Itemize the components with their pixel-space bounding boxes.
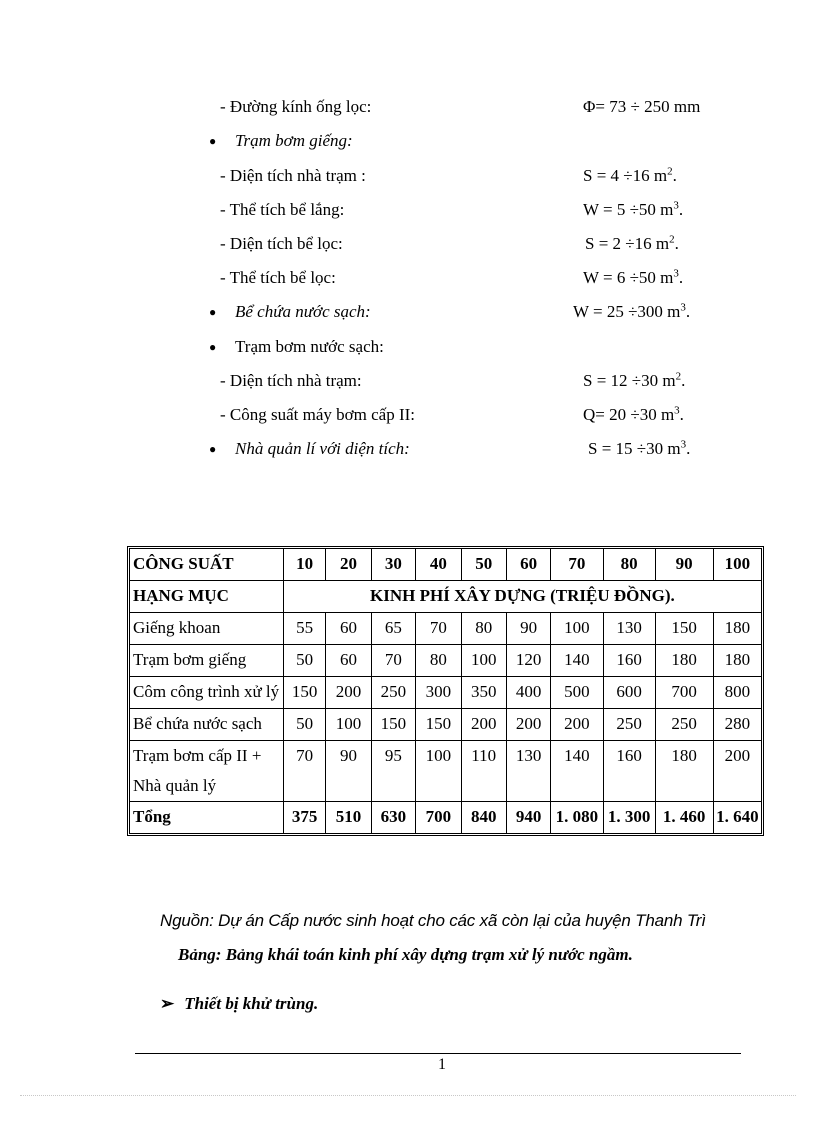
cost-cell: 400 (507, 677, 551, 709)
cost-table (127, 546, 764, 836)
cost-cell: 65 (372, 613, 416, 645)
spec-label: - Đường kính ống lọc: (220, 97, 372, 116)
table-caption: Bảng: Bảng khái toán kinh phí xây dựng trạm xử lý nước ngầm. (178, 945, 633, 964)
total-cell: 1. 460 (656, 802, 714, 833)
cost-cell: 250 (604, 709, 656, 741)
cost-cell: 500 (551, 677, 603, 709)
cost-cell: 100 (551, 613, 603, 645)
capacity-value: 60 (507, 549, 551, 581)
cost-cell: 200 (462, 709, 507, 741)
table-row (130, 613, 761, 645)
unit-exponent: 3 (680, 438, 687, 451)
row-label: Côm công trình xử lý (130, 677, 284, 709)
cost-cell: 200 (714, 741, 761, 802)
capacity-value: 30 (372, 549, 416, 581)
unit-exponent: 3 (680, 301, 686, 314)
cost-cell: 95 (372, 741, 416, 802)
total-cell: 630 (372, 802, 416, 833)
capacity-value: 20 (326, 549, 371, 581)
cost-cell: 180 (656, 741, 714, 802)
cost-cell: 100 (416, 741, 461, 802)
spec-value: S = 4 ÷16 $m^2$. (583, 165, 677, 185)
cost-cell: 600 (604, 677, 656, 709)
cost-cell: 70 (372, 645, 416, 677)
bullet-icon: ● (209, 340, 217, 354)
capacity-value: 90 (656, 549, 714, 581)
cost-cell: 140 (551, 741, 603, 802)
cost-cell: 700 (656, 677, 714, 709)
bullet-icon: ● (209, 442, 217, 456)
table-row (130, 709, 761, 741)
spec-label: - Diện tích nhà trạm: (220, 371, 362, 390)
spec-value: W = 5 ÷50 $m^3$. (583, 199, 684, 219)
row-label: Giếng khoan (130, 613, 284, 645)
spec-label: - Diện tích nhà trạm : (220, 166, 366, 185)
row-label: Trạm bơm cấp II + Nhà quản lý (130, 741, 284, 802)
cost-cell: 100 (326, 709, 371, 741)
cost-cell: 200 (326, 677, 371, 709)
page-bottom-border (20, 1095, 796, 1096)
cost-cell: 100 (462, 645, 507, 677)
cost-span-header: KINH PHÍ XÂY DỰNG (TRIỆU ĐỒNG). (284, 581, 761, 613)
cost-cell: 90 (326, 741, 371, 802)
table-row (130, 645, 761, 677)
unit-exponent: 2 (675, 370, 682, 383)
footer-rule (135, 1053, 741, 1054)
cost-cell: 55 (284, 613, 326, 645)
cost-cell: 50 (284, 645, 326, 677)
capacity-value: 100 (714, 549, 761, 581)
cost-cell: 150 (284, 677, 326, 709)
capacity-value: 40 (416, 549, 461, 581)
capacity-header-row (130, 549, 761, 581)
total-cell: 1. 080 (551, 802, 603, 833)
cost-cell: 60 (326, 645, 371, 677)
arrow-bullet-icon: ➢ (160, 994, 175, 1013)
unit-exponent: 3 (673, 267, 679, 280)
spec-value: Q= 20 ÷30 $m^3$. (583, 404, 684, 424)
cost-cell: 350 (462, 677, 507, 709)
total-cell: 940 (507, 802, 551, 833)
cost-cell: 250 (656, 709, 714, 741)
cost-cell: 160 (604, 645, 656, 677)
capacity-value: 80 (604, 549, 656, 581)
cost-cell: 80 (416, 645, 461, 677)
total-cell: 1. 300 (604, 802, 656, 833)
total-label: Tổng (130, 802, 284, 833)
subheading-text: Thiết bị khử trùng. (184, 994, 319, 1013)
cost-cell: 200 (507, 709, 551, 741)
unit-exponent: 3 (674, 404, 680, 417)
bullet-icon: ● (209, 134, 217, 148)
cost-cell: 70 (284, 741, 326, 802)
total-cell: 1. 640 (716, 807, 759, 826)
row-label: Trạm bơm giếng (130, 645, 284, 677)
spec-label: Trạm bơm nước sạch: (235, 337, 384, 356)
cost-cell: 250 (372, 677, 416, 709)
spec-label: Nhà quản lí với diện tích: (235, 439, 410, 458)
table-row (130, 677, 761, 709)
total-cell: 700 (416, 802, 461, 833)
section-subheading (160, 994, 318, 1014)
row-label: Bể chứa nước sạch (130, 709, 284, 741)
cost-cell: 50 (284, 709, 326, 741)
spec-label: Bể chứa nước sạch: (235, 302, 371, 321)
spec-value: W = 6 ÷50 $m^3$. (583, 267, 684, 287)
cost-cell: 180 (714, 613, 761, 645)
cost-cell: 150 (372, 709, 416, 741)
cost-cell: 180 (714, 645, 761, 677)
spec-label: - Diện tích bể lọc: (220, 234, 343, 253)
category-label: HẠNG MỤC (130, 581, 284, 613)
capacity-value: 50 (462, 549, 507, 581)
capacity-value: 10 (284, 549, 326, 581)
spec-value: S = 2 ÷16 $m^2$. (585, 233, 679, 253)
spec-value: Φ= 73 ÷ 250 mm (583, 97, 701, 116)
category-header-row (130, 581, 761, 613)
cost-cell: 110 (462, 741, 507, 802)
spec-label: Trạm bơm giếng: (235, 131, 353, 150)
cost-cell: 70 (416, 613, 461, 645)
spec-label: - Thể tích bể lọc: (220, 268, 336, 287)
cost-cell: 60 (326, 613, 371, 645)
cost-cell: 130 (604, 613, 656, 645)
unit-exponent: 3 (673, 199, 679, 212)
total-cell: 840 (462, 802, 507, 833)
cost-cell: 150 (656, 613, 714, 645)
capacity-value: 70 (551, 549, 603, 581)
unit-exponent: 2 (669, 233, 675, 246)
cost-cell: 80 (462, 613, 507, 645)
cost-cell: 800 (714, 677, 761, 709)
total-row (130, 802, 761, 833)
spec-value: S = 12 ÷30 $m^2$. (583, 370, 686, 390)
cost-cell: 90 (507, 613, 551, 645)
bullet-icon: ● (209, 305, 217, 319)
cost-cell: 280 (714, 709, 761, 741)
unit-exponent: 2 (667, 165, 673, 178)
spec-value: S = 15 ÷30 $m^3$. (588, 438, 691, 458)
capacity-label: CÔNG SUẤT (130, 549, 284, 581)
total-cell: 375 (284, 802, 326, 833)
cost-cell: 200 (551, 709, 603, 741)
cost-cell: 120 (507, 645, 551, 677)
cost-cell: 130 (507, 741, 551, 802)
spec-value: W = 25 ÷300 $m^3$. (573, 301, 691, 321)
cost-cell: 150 (416, 709, 461, 741)
table-row (130, 741, 761, 802)
cost-cell: 160 (604, 741, 656, 802)
spec-label: - Thể tích bể lắng: (220, 200, 345, 219)
total-cell: 510 (326, 802, 371, 833)
cost-cell: 180 (656, 645, 714, 677)
cost-cell: 300 (416, 677, 461, 709)
page-number: 1 (438, 1056, 446, 1073)
source-note: Nguồn: Dự án Cấp nước sinh hoạt cho các xã còn lại của huyện Thanh Trì (160, 911, 706, 930)
spec-label: - Công suất máy bơm cấp II: (220, 405, 416, 424)
cost-cell: 140 (551, 645, 603, 677)
